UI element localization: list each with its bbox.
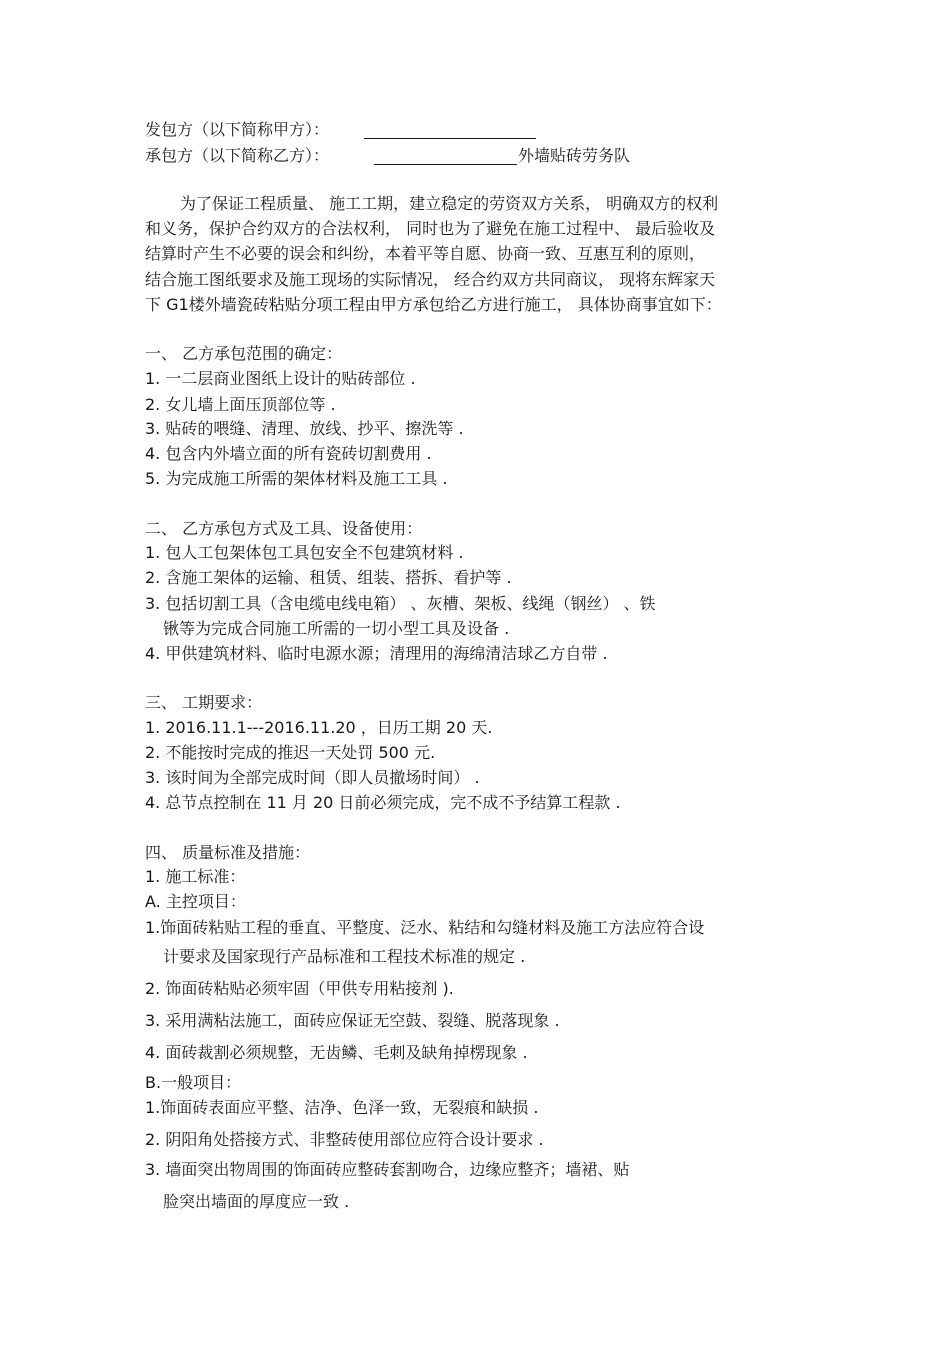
preamble-line: 结算时产生不必要的误会和纠纷，本着平等自愿、协商一致、互惠互利的原则， (145, 244, 706, 263)
preamble-line: 结合施工图纸要求及施工现场的实际情况， 经合约双方共同商议， 现将东辉家天 (145, 270, 716, 289)
list-item: 4. 包含内外墙立面的所有瓷砖切割费用 . (145, 444, 432, 463)
list-item-continuation: 脸突出墙面的厚度应一致 . (163, 1192, 350, 1211)
party-b-label: 承包方（以下简称乙方）： (145, 146, 330, 165)
list-item: 2. 不能按时完成的推迟一天处罚 500 元. (145, 743, 436, 762)
preamble-line: 为了保证工程质量、 施工工期，建立稳定的劳资双方关系， 明确双方的权利 (180, 194, 719, 213)
list-item: 1.饰面砖表面应平整、洁净、色泽一致，无裂痕和缺损 . (145, 1098, 539, 1117)
list-item: 4. 甲供建筑材料、临时电源水源；清理用的海绵清洁球乙方自带 . (145, 644, 608, 663)
party-b-blank (374, 164, 517, 165)
preamble-line: 下 G1楼外墙瓷砖粘贴分项工程由甲方承包给乙方进行施工， 具体协商事宜如下： (145, 295, 722, 314)
list-item: 1. 包人工包架体包工具包安全不包建筑材料 . (145, 543, 464, 562)
section-title: 二、 乙方承包方式及工具、设备使用： (145, 519, 423, 538)
list-item: 3. 贴砖的喂缝、清理、放线、抄平、擦洗等 . (145, 419, 464, 438)
list-item-continuation: 计要求及国家现行产品标准和工程技术标准的规定 . (163, 947, 526, 966)
list-item: 3. 采用满粘法施工，面砖应保证无空鼓、裂缝、脱落现象 . (145, 1011, 560, 1030)
list-item: 5. 为完成施工所需的架体材料及施工工具 . (145, 469, 448, 488)
list-item: 3. 包括切割工具（含电缆电线电箱） 、灰槽、架板、线绳（钢丝） 、铁 (145, 594, 656, 613)
section-title: 四、 质量标准及措施： (145, 843, 311, 862)
preamble-line: 和义务，保护合约双方的合法权利， 同时也为了避免在施工过程中、 最后验收及 (145, 219, 716, 238)
list-item: 2. 饰面砖粘贴必须牢固（甲供专用粘接剂 ). (145, 979, 454, 998)
list-item: 3. 该时间为全部完成时间（即人员撤场时间） . (145, 768, 480, 787)
list-item: 1. 2016.11.1---2016.11.20 ，日历工期 20 天. (145, 718, 493, 737)
list-item: 4. 面砖裁割必须规整，无齿鳞、毛刺及缺角掉楞现象 . (145, 1043, 528, 1062)
list-item: 2. 含施工架体的运输、租赁、组装、搭拆、看护等 . (145, 568, 512, 587)
list-item: 1. 一二层商业图纸上设计的贴砖部位 . (145, 369, 416, 388)
party-b-name: 外墙贴砖劳务队 (518, 146, 631, 165)
list-item: 1.饰面砖粘贴工程的垂直、平整度、泛水、粘结和勾缝材料及施工方法应符合设 (145, 918, 705, 937)
party-a-label: 发包方（以下简称甲方）： (145, 120, 330, 139)
subheading: 1. 施工标准： (145, 867, 246, 886)
section-title: 三、 工期要求： (145, 693, 263, 712)
list-item: 4. 总节点控制在 11 月 20 日前必须完成，完不成不予结算工程款 . (145, 793, 621, 812)
list-item-continuation: 锹等为完成合同施工所需的一切小型工具及设备 . (163, 619, 510, 638)
subheading: B.一般项目： (145, 1073, 242, 1092)
list-item: 2. 女儿墙上面压顶部位等 . (145, 395, 336, 414)
list-item: 2. 阴阳角处搭接方式、非整砖使用部位应符合设计要求 . (145, 1130, 544, 1149)
section-title: 一、 乙方承包范围的确定： (145, 344, 343, 363)
subheading: A. 主控项目： (145, 892, 246, 911)
party-a-blank (364, 138, 536, 139)
list-item: 3. 墙面突出物周围的饰面砖应整砖套割吻合，边缘应整齐；墙裙、贴 (145, 1160, 630, 1179)
